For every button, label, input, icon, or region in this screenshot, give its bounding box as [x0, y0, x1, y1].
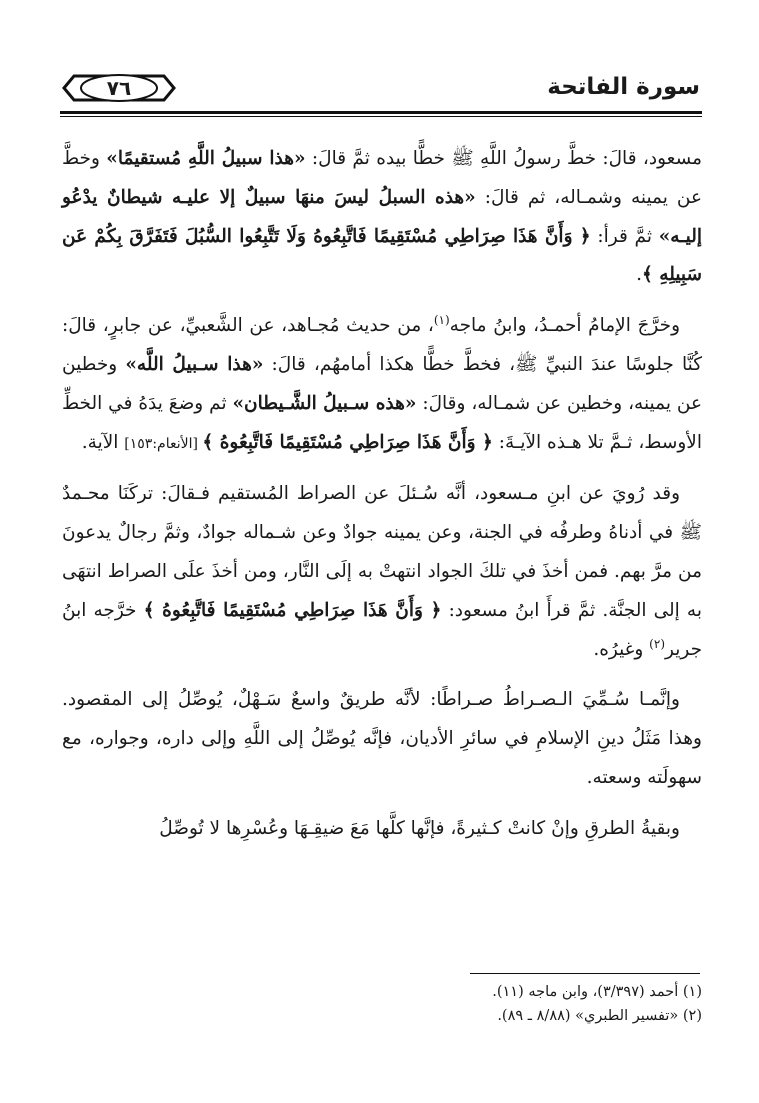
footnote-marker: (١) — [433, 313, 450, 328]
text-segment: وخطين عن يمينه، وخطين عن شمـاله، وقالَ: — [62, 353, 702, 414]
surah-title: سورة الفاتحة — [547, 74, 700, 100]
quoted-text: «هذا سبيلُ اللَّهِ مُستقيمًا» — [106, 148, 306, 169]
paragraph — [62, 681, 702, 797]
verse-reference: [الأنعام:١٥٣] — [124, 435, 203, 452]
page-number: ٧٦ — [106, 76, 132, 100]
page-number-badge — [60, 70, 178, 106]
text-segment: وبقيةُ الطرقِ وإنْ كانتْ كـثيرةً، فإنَّها كلَّها مَعَ ضيقِـهَا وعُسْرِها لا تُوصِّلُ — [159, 817, 680, 839]
footnotes — [62, 980, 702, 1028]
quoted-text: «هذه السبلُ ليسَ منهَا سبيلٌ إلا عليـه شيطانٌ يدْعُو إليـه» — [62, 186, 702, 247]
header-rule-thin — [60, 116, 702, 117]
paragraph — [62, 307, 702, 463]
text-segment: وغيرُه. — [593, 638, 650, 660]
footnote-separator — [470, 973, 700, 974]
text-segment: الآية. — [81, 431, 125, 453]
text-segment: وقد رُويَ عن ابنِ مـسعود، أنَّه سُـئلَ عن الصراط المُستقيم فـقالَ: تركَنَا محـمدٌ ﷺ في أدناهُ وطرفُه في الجنة، وعن يمينه جوادٌ وعن شـماله جوادٌ، وثمَّ رجالٌ يدعونَ من مرَّ بهم. فمن أخذَ في تلكَ الجواد انتهتْ به إلَى النَّار، ومن أخذَ علَى الصراط انتهَى به إلى الجنَّة. ثمَّ قرأَ ابنُ مسعود: — [62, 483, 702, 621]
text-segment: مسعود، قالَ: خطَّ رسولُ اللَّهِ ﷺ خطًّا بيده ثمَّ قالَ: — [305, 148, 703, 169]
text-segment: وخطَّ عن يمينه وشمـاله، ثم قالَ: — [62, 148, 702, 208]
text-segment: وإنَّمـا سُـمِّيَ الـصـراطُ صـراطًا: لأنَّه طريقٌ واسعٌ سَـهْلٌ، يُوصِّلُ إلى المقصود. وهذا مَثَلُ دينِ الإسلامِ في سائرِ الأديان، فإنَّه يُوصِّلُ إلى اللَّهِ وإلى داره، وجواره، مع سهولَته وسعته. — [62, 689, 702, 788]
quoted-text: ﴿ وَأَنَّ هَذَا صِرَاطِي مُسْتَقِيمًا فَاتَّبِعُوهُ ﴾ — [202, 431, 493, 453]
header-rule — [60, 111, 702, 114]
footnote-1: (١) أحمد (٣/٣٩٧)، وابن ماجه (١١). — [492, 984, 702, 1000]
text-segment: . — [636, 264, 642, 286]
text-segment: وخرَّجَ الإمامُ أحمـدُ، وابنُ ماجه — [449, 315, 681, 337]
paragraph — [62, 475, 702, 669]
footnote-marker: (٢) — [649, 636, 665, 651]
text-segment: ثم وضعَ يدَهُ في الخطِّ الأوسط، ثـمَّ تلا هـذه الآيـةَ: — [62, 392, 702, 453]
page-header — [60, 70, 700, 112]
quoted-text: ﴿ وَأَنَّ هَذَا صِرَاطِي مُسْتَقِيمًا فَاتَّبِعُوهُ ﴾ — [143, 599, 442, 621]
quoted-text: ﴿ وَأَنَّ هَذَا صِرَاطِي مُسْتَقِيمًا فَاتَّبِعُوهُ وَلَا تَتَّبِعُوا السُّبُلَ فَتَفَرَّقَ بِكُمْ عَن سَبِيلِهِ ﴾ — [62, 225, 702, 286]
quoted-text: «هذا سـبيلُ اللَّه» — [125, 353, 264, 375]
quoted-text: «هذه سـبيلُ الشَّـيطان» — [232, 392, 417, 414]
text-segment: ثمَّ قرأ: — [590, 225, 659, 247]
body-text — [62, 140, 702, 861]
paragraph — [62, 810, 702, 849]
paragraph — [62, 140, 702, 295]
text-segment: خرَّجه ابنُ جرير — [62, 599, 702, 660]
footnote-2: (٢) «تفسير الطبري» (٨/٨٨ ـ ٨٩). — [497, 1008, 702, 1024]
text-segment: ، من حديث مُجـاهد، عن الشَّعبيِّ، عن جابرٍ، قالَ: كُنَّا جلوسًا عندَ النبيِّ ﷺ، فخطَّ خطًّا هكذا أمامهُم، قالَ: — [62, 315, 703, 375]
